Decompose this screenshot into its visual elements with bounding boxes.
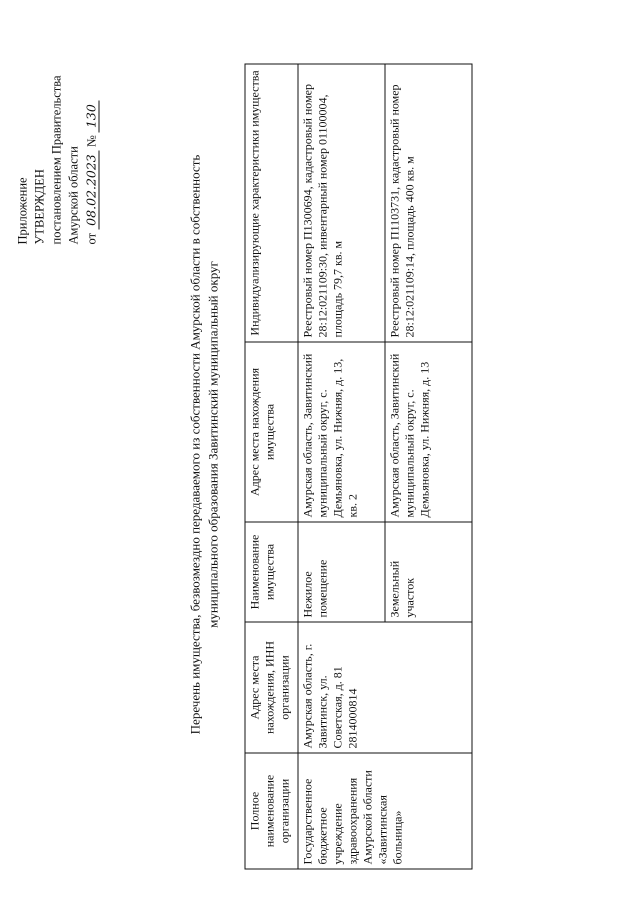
- document-title: [187, 85, 223, 805]
- property-name-cell: Земельный участок: [385, 522, 472, 622]
- approval-region: Амурской области: [66, 146, 81, 245]
- characteristics-cell: Реестровый номер П1300694, кадастровый номер 28:12:021109:30, инвентарный номер 01100004, площадь 79,7 кв. м: [298, 64, 385, 342]
- characteristics-cell: Реестровый номер П1103731, кадастровый номер 28:12:021109:14, площадь 400 кв. м: [385, 64, 472, 342]
- header-characteristics: Индивидуализирующие характеристики имущества: [245, 64, 298, 342]
- approval-appendix: Приложение: [15, 177, 30, 245]
- title-line-1: Перечень имущества, безвозмездно передаваемого из собственности Амурской области в собственность: [187, 154, 203, 735]
- header-property-address: Адрес места нахождения имущества: [245, 342, 298, 522]
- table-header-row: [245, 64, 298, 869]
- approval-number: 130: [84, 100, 100, 132]
- header-org-name: Полное наименование организации: [245, 753, 298, 869]
- property-address-cell: Амурская область, Завитинский муниципальный округ, с. Демьяновка, ул. Нижняя, д. 13: [385, 342, 472, 522]
- date-prefix: от: [84, 232, 99, 245]
- property-table: [245, 64, 473, 870]
- rotated-page: [1, 0, 640, 905]
- number-prefix: №: [84, 135, 99, 148]
- property-name-cell: Нежилое помещение: [298, 522, 385, 622]
- title-line-2: муниципального образования Завитинский муниципальный округ: [205, 261, 221, 628]
- approval-approved: УТВЕРЖДЕН: [32, 169, 47, 245]
- approval-block: [15, 45, 101, 245]
- approval-resolution: постановлением Правительства: [49, 75, 64, 245]
- org-name-cell: Государственное бюджетное учреждение здравоохранения Амурской области «Завитинская больница»: [298, 753, 472, 869]
- table-row: [298, 64, 385, 869]
- approval-date-line: [83, 45, 101, 245]
- org-address-cell: Амурская область, г. Завитинск, ул. Советская, д. 81 2814000814: [298, 622, 472, 753]
- approval-date: 08.02.2023: [84, 150, 100, 230]
- header-org-address: Адрес места нахождения, ИНН организации: [245, 622, 298, 753]
- property-address-cell: Амурская область, Завитинский муниципальный округ, с. Демьяновка, ул. Нижняя, д. 13, кв. 2: [298, 342, 385, 522]
- header-property-name: Наименование имущества: [245, 522, 298, 622]
